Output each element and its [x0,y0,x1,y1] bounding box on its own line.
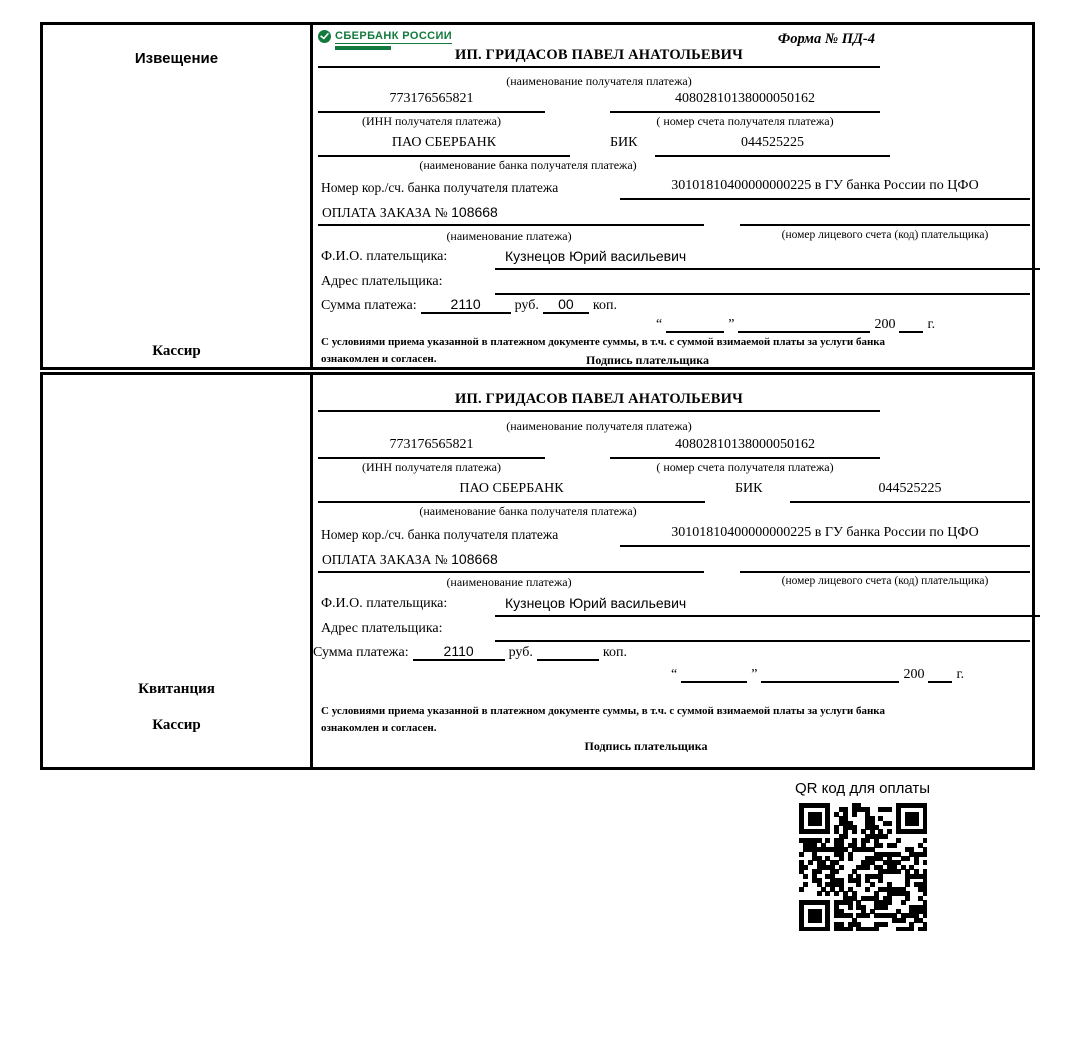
notice-left-column [43,25,313,367]
sum-label: Сумма платежа: [313,645,409,660]
recipient-name: ИП. ГРИДАСОВ ПАВЕЛ АНАТОЛЬЕВИЧ [318,47,880,68]
rub-label: руб. [514,298,539,313]
order-number: 108668 [451,551,498,567]
date-year-field [899,331,923,333]
receipt-section [40,372,1035,770]
payer-fio-label: Ф.И.О. плательщика: [321,249,448,264]
agreement-line1: С условиями приема указанной в платежном документе суммы, в т.ч. с суммой взимаемой платы за услуги банка [321,336,885,348]
sberbank-logo-icon [318,30,331,43]
recipient-inn-label: (ИНН получателя платежа) [362,114,501,128]
date-quote-open: “ [671,667,678,682]
notice-right-column [313,25,1032,367]
agreement-line2: ознакомлен и согласен. [321,722,437,735]
date-month-field [761,681,899,683]
notice-title: Извещение [134,50,219,67]
form-code: Форма № ПД-4 [777,31,875,47]
sum-label: Сумма платежа: [321,298,417,313]
date-quote-close: ” [728,317,735,332]
agreement-line1: С условиями приема указанной в платежном документе суммы, в т.ч. с суммой взимаемой платы за услуги банка [321,705,885,717]
recipient-name: ИП. ГРИДАСОВ ПАВЕЛ АНАТОЛЬЕВИЧ [318,391,880,412]
corr-account-value: 30101810400000000225 в ГУ банка России по ЦФО [620,523,1030,547]
bik-label: БИК [610,135,638,150]
qr-block [745,780,980,931]
recipient-inn: 773176565821 [318,89,545,113]
personal-account-label: (номер лицевого счета (код) плательщика) [781,575,989,587]
payer-fio-value: Кузнецов Юрий васильевич [495,593,1040,617]
sum-row [321,296,617,314]
recipient-inn: 773176565821 [318,435,545,459]
payer-address-value [495,271,1030,295]
payer-fio-value: Кузнецов Юрий васильевич [495,246,1040,270]
agreement-block [321,334,979,368]
payer-signature-label: Подпись плательщика [584,739,708,754]
recipient-account: 40802810138000050162 [610,89,880,113]
date-year-prefix: 200 [874,317,896,332]
receipt-left-column [43,375,313,767]
date-day-field [681,681,747,683]
kop-label: коп. [592,298,617,313]
date-month-field [738,331,870,333]
date-quote-close: ” [751,667,758,682]
payment-name-preprinted: ОПЛАТА ЗАКАЗА № [322,552,448,567]
sum-row [313,643,627,661]
receipt-title: Квитанция [138,681,215,697]
payment-name-field [318,549,704,573]
recipient-bank-label: (наименование банка получателя платежа) [419,158,637,172]
sum-rub-value: 2110 [413,643,505,661]
sum-kop-value [537,659,599,661]
corr-account-label: Номер кор./сч. банка получателя платежа [321,527,559,542]
date-year-field [928,681,952,683]
corr-account-label: Номер кор./сч. банка получателя платежа [321,180,559,195]
sum-kop-value: 00 [543,296,589,314]
date-row [656,315,935,333]
payer-fio-label: Ф.И.О. плательщика: [321,596,448,611]
order-number: 108668 [451,204,498,220]
payment-name-label: (наименование платежа) [446,575,572,589]
recipient-inn-label: (ИНН получателя платежа) [362,460,501,474]
date-day-field [666,331,724,333]
cashier-label: Кассир [152,343,201,359]
payer-address-label: Адрес плательщика: [321,274,443,289]
date-year-prefix: 200 [903,667,925,682]
date-year-suffix: г. [927,317,936,332]
rub-label: руб. [508,645,533,660]
personal-account-field [740,202,1030,226]
recipient-account-label: ( номер счета получателя платежа) [656,460,834,474]
recipient-account-label: ( номер счета получателя платежа) [656,114,834,128]
receipt-right-column [313,375,1032,767]
cashier-label: Кассир [152,717,201,733]
payer-signature-label: Подпись плательщика [586,353,709,368]
personal-account-label: (номер лицевого счета (код) плательщика) [781,229,989,241]
bik-value: 044525225 [655,133,890,157]
payment-name-preprinted: ОПЛАТА ЗАКАЗА № [322,205,448,220]
recipient-account: 40802810138000050162 [610,435,880,459]
date-year-suffix: г. [956,667,965,682]
personal-account-field [740,549,1030,573]
recipient-bank: ПАО СБЕРБАНК [318,479,705,503]
bik-value: 044525225 [790,479,1030,503]
sberbank-logo-text: СБЕРБАНК РОССИИ [335,30,453,42]
recipient-name-label: (наименование получателя платежа) [506,419,692,433]
recipient-bank-label: (наименование банка получателя платежа) [419,504,637,518]
recipient-name-label: (наименование получателя платежа) [506,74,692,88]
corr-account-value: 30101810400000000225 в ГУ банка России по ЦФО [620,176,1030,200]
agreement-block [321,703,979,756]
payment-name-field [318,202,704,226]
bik-label: БИК [735,481,763,496]
notice-section [40,22,1035,370]
payer-address-value [495,618,1030,642]
payment-name-label: (наименование платежа) [446,229,572,243]
agreement-line2-row [321,351,979,368]
date-quote-open: “ [656,317,663,332]
date-row [671,665,964,683]
recipient-bank: ПАО СБЕРБАНК [318,133,570,157]
kop-label: коп. [602,645,627,660]
qr-label: QR код для оплаты [794,780,930,797]
sum-rub-value: 2110 [421,296,511,314]
agreement-line2: ознакомлен и согласен. [321,353,437,366]
qr-code [799,803,927,931]
payer-address-label: Адрес плательщика: [321,621,443,636]
